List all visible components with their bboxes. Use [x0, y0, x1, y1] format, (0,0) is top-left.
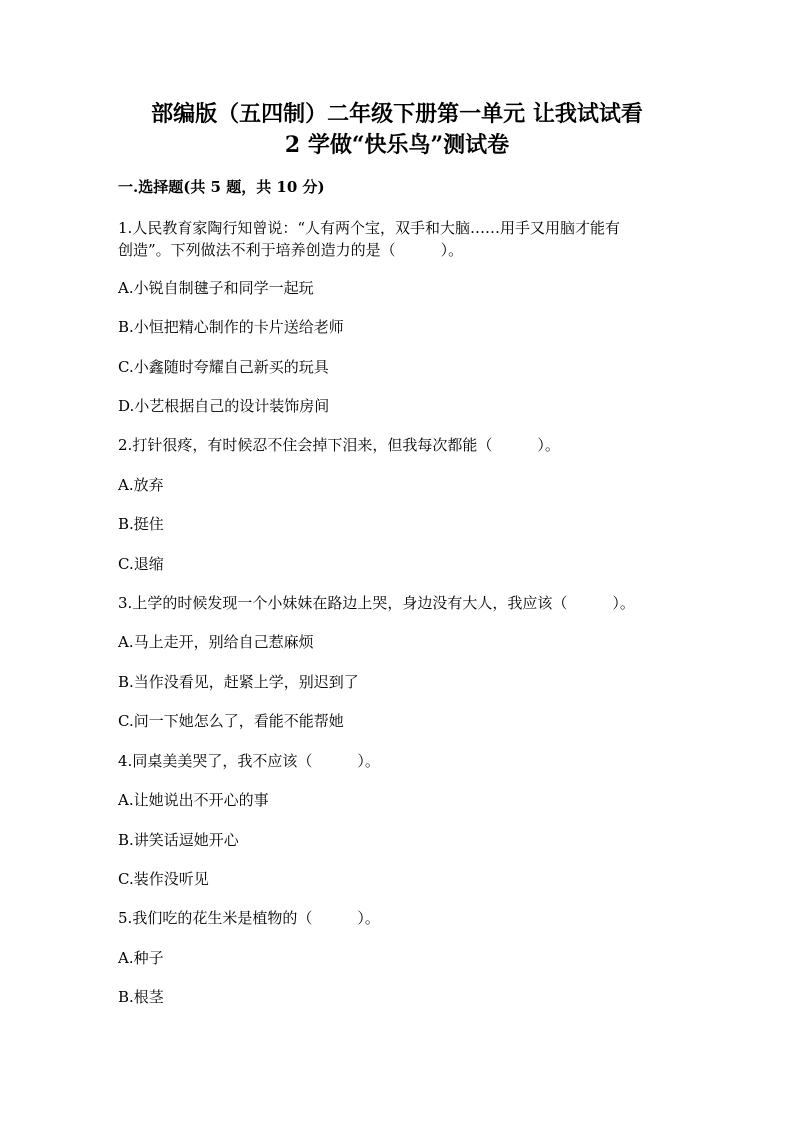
question-number: 5. [118, 909, 133, 927]
question-text: 我们吃的花生米是植物的（ ）。 [132, 909, 380, 927]
question-1-stem-line1 [118, 217, 678, 239]
question-5-option-b: B.根茎 [118, 988, 164, 1006]
question-1-option-a: A.小锐自制毽子和同学一起玩 [118, 279, 314, 297]
question-4-option-c: C.装作没听见 [118, 870, 209, 888]
question-5-stem [118, 907, 678, 929]
question-number: 4. [118, 752, 133, 770]
question-4-option-a: A.让她说出不开心的事 [118, 791, 269, 809]
question-3-option-b: B.当作没看见，赶紧上学，别迟到了 [118, 673, 359, 691]
document-title-line1: 部编版（五四制）二年级下册第一单元 让我试试看 [151, 101, 643, 127]
question-4-option-b: B.讲笑话逗她开心 [118, 831, 239, 849]
question-4-stem [118, 750, 678, 772]
question-2-option-b: B.挺住 [118, 515, 164, 533]
question-number: 3. [118, 594, 133, 612]
question-number: 1. [118, 219, 133, 237]
question-1-option-c: C.小鑫随时夸耀自己新买的玩具 [118, 358, 329, 376]
question-3-option-c: C.问一下她怎么了，看能不能帮她 [118, 712, 344, 730]
question-2-option-a: A.放弃 [118, 476, 164, 494]
document-title-line2: 2 学做“快乐鸟”测试卷 [284, 132, 510, 158]
question-2-stem [118, 434, 678, 456]
question-5-option-a: A.种子 [118, 949, 164, 967]
question-3-stem [118, 592, 678, 614]
question-text: 上学的时候发现一个小妹妹在路边上哭，身边没有大人，我应该（ ）。 [132, 594, 635, 612]
question-number: 2. [118, 436, 133, 454]
question-3-option-a: A.马上走开，别给自己惹麻烦 [118, 633, 314, 651]
question-1-stem-line2: 创造”。下列做法不利于培养创造力的是（ ）。 [118, 241, 464, 259]
question-text: 同桌美美哭了，我不应该（ ）。 [132, 752, 380, 770]
question-1-option-d: D.小艺根据自己的设计装饰房间 [118, 397, 330, 415]
question-1-option-b: B.小恒把精心制作的卡片送给老师 [118, 318, 344, 336]
question-2-option-c: C.退缩 [118, 555, 164, 573]
section-heading: 一.选择题(共 5 题，共 10 分) [118, 178, 325, 196]
question-text: 人民教育家陶行知曾说：“人有两个宝，双手和大脑……用手又用脑才能有 [132, 219, 620, 237]
question-text: 打针很疼，有时候忍不住会掉下泪来，但我每次都能（ ）。 [132, 436, 560, 454]
